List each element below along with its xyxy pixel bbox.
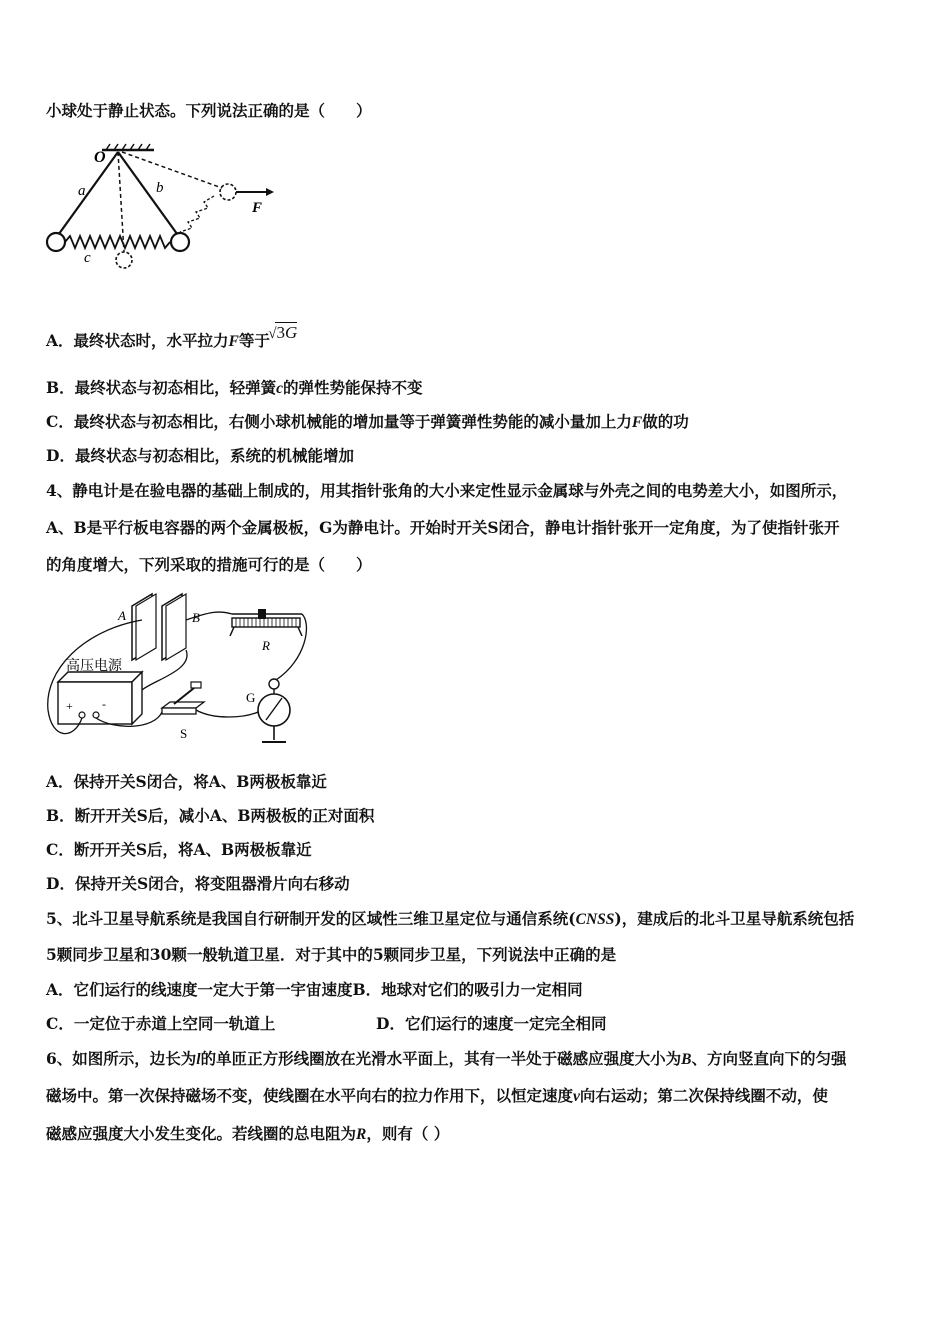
- q4-stem-line1: 4、静电计是在验电器的基础上制成的，用其指针张角的大小来定性显示金属球与外壳之间的电势差大小，如图所示，: [46, 481, 848, 500]
- label-o: O: [94, 149, 106, 166]
- label-plate-a: A: [118, 608, 126, 623]
- q4-option-d: D．保持开关S闭合，将变阻器滑片向右移动: [46, 874, 350, 893]
- label-g: G: [246, 690, 256, 705]
- q6-stem-line3: 磁感应强度大小发生变化。若线圈的总电阻为R，则有（ ）: [46, 1124, 450, 1143]
- q6-stem-line1: 6、如图所示，边长为l的单匝正方形线圈放在光滑水平面上，其有一半处于磁感应强度大小为B、方向竖直向下的匀强: [46, 1049, 847, 1068]
- q4-option-a: A．保持开关S闭合，将A、B两极板靠近: [46, 772, 327, 791]
- q5-stem-line1: 5、北斗卫星导航系统是我国自行研制开发的区域性三维卫星定位与通信系统(CNSS)，建成后的北斗卫星导航系统包括: [46, 909, 855, 928]
- q3-option-c: C．最终状态与初态相比，右侧小球机械能的增加量等于弹簧弹性势能的减小量加上力F做的功: [46, 412, 689, 431]
- q3-stem-tail: 小球处于静止状态。下列说法正确的是（ ）: [46, 101, 372, 120]
- q5-stem-line2: 5颗同步卫星和30颗一般轨道卫星．对于其中的5颗同步卫星，下列说法中正确的是: [46, 945, 617, 964]
- label-s: S: [180, 726, 188, 741]
- q3-option-d: D．最终状态与初态相比，系统的机械能增加: [46, 446, 354, 465]
- label-b: b: [156, 180, 164, 196]
- q3-pendulum-figure: [44, 140, 284, 275]
- label-f: F: [252, 200, 263, 216]
- label-source: 高压电源: [66, 658, 122, 674]
- label-plate-b: B: [192, 610, 200, 625]
- label-plus: +: [66, 699, 73, 713]
- q4-stem-line3: 的角度增大，下列采取的措施可行的是（ ）: [46, 555, 372, 574]
- sqrt3g-math: √3G: [268, 323, 298, 342]
- q4-option-b: B．断开开关S后，减小A、B两极板的正对面积: [46, 806, 375, 825]
- q4-stem-line2: A、B是平行板电容器的两个金属极板，G为静电计。开始时开关S闭合，静电计指针张开一定角度，为了使指针张开: [46, 518, 840, 537]
- q5-option-d: D．它们运行的速度一定完全相同: [376, 1014, 607, 1033]
- q5-option-ab: A．它们运行的线速度一定大于第一宇宙速度B．地球对它们的吸引力一定相同: [46, 980, 583, 999]
- label-a: a: [78, 183, 86, 199]
- label-r: R: [262, 638, 270, 653]
- q3-option-a: A．最终状态时，水平拉力F等于 √3G: [46, 323, 298, 350]
- label-c: c: [84, 250, 91, 266]
- q4-option-c: C．断开开关S后，将A、B两极板靠近: [46, 840, 312, 859]
- q3-option-b: B．最终状态与初态相比，轻弹簧c的弹性势能保持不变: [46, 378, 423, 397]
- label-minus: -: [102, 697, 106, 711]
- q5-option-c: C．一定位于赤道上空同一轨道上: [46, 1014, 276, 1033]
- q6-stem-line2: 磁场中。第一次保持磁场不变，使线圈在水平向右的拉力作用下，以恒定速度v向右运动；第二次保持线圈不动，使: [46, 1086, 828, 1105]
- q4-circuit-figure: [44, 590, 324, 750]
